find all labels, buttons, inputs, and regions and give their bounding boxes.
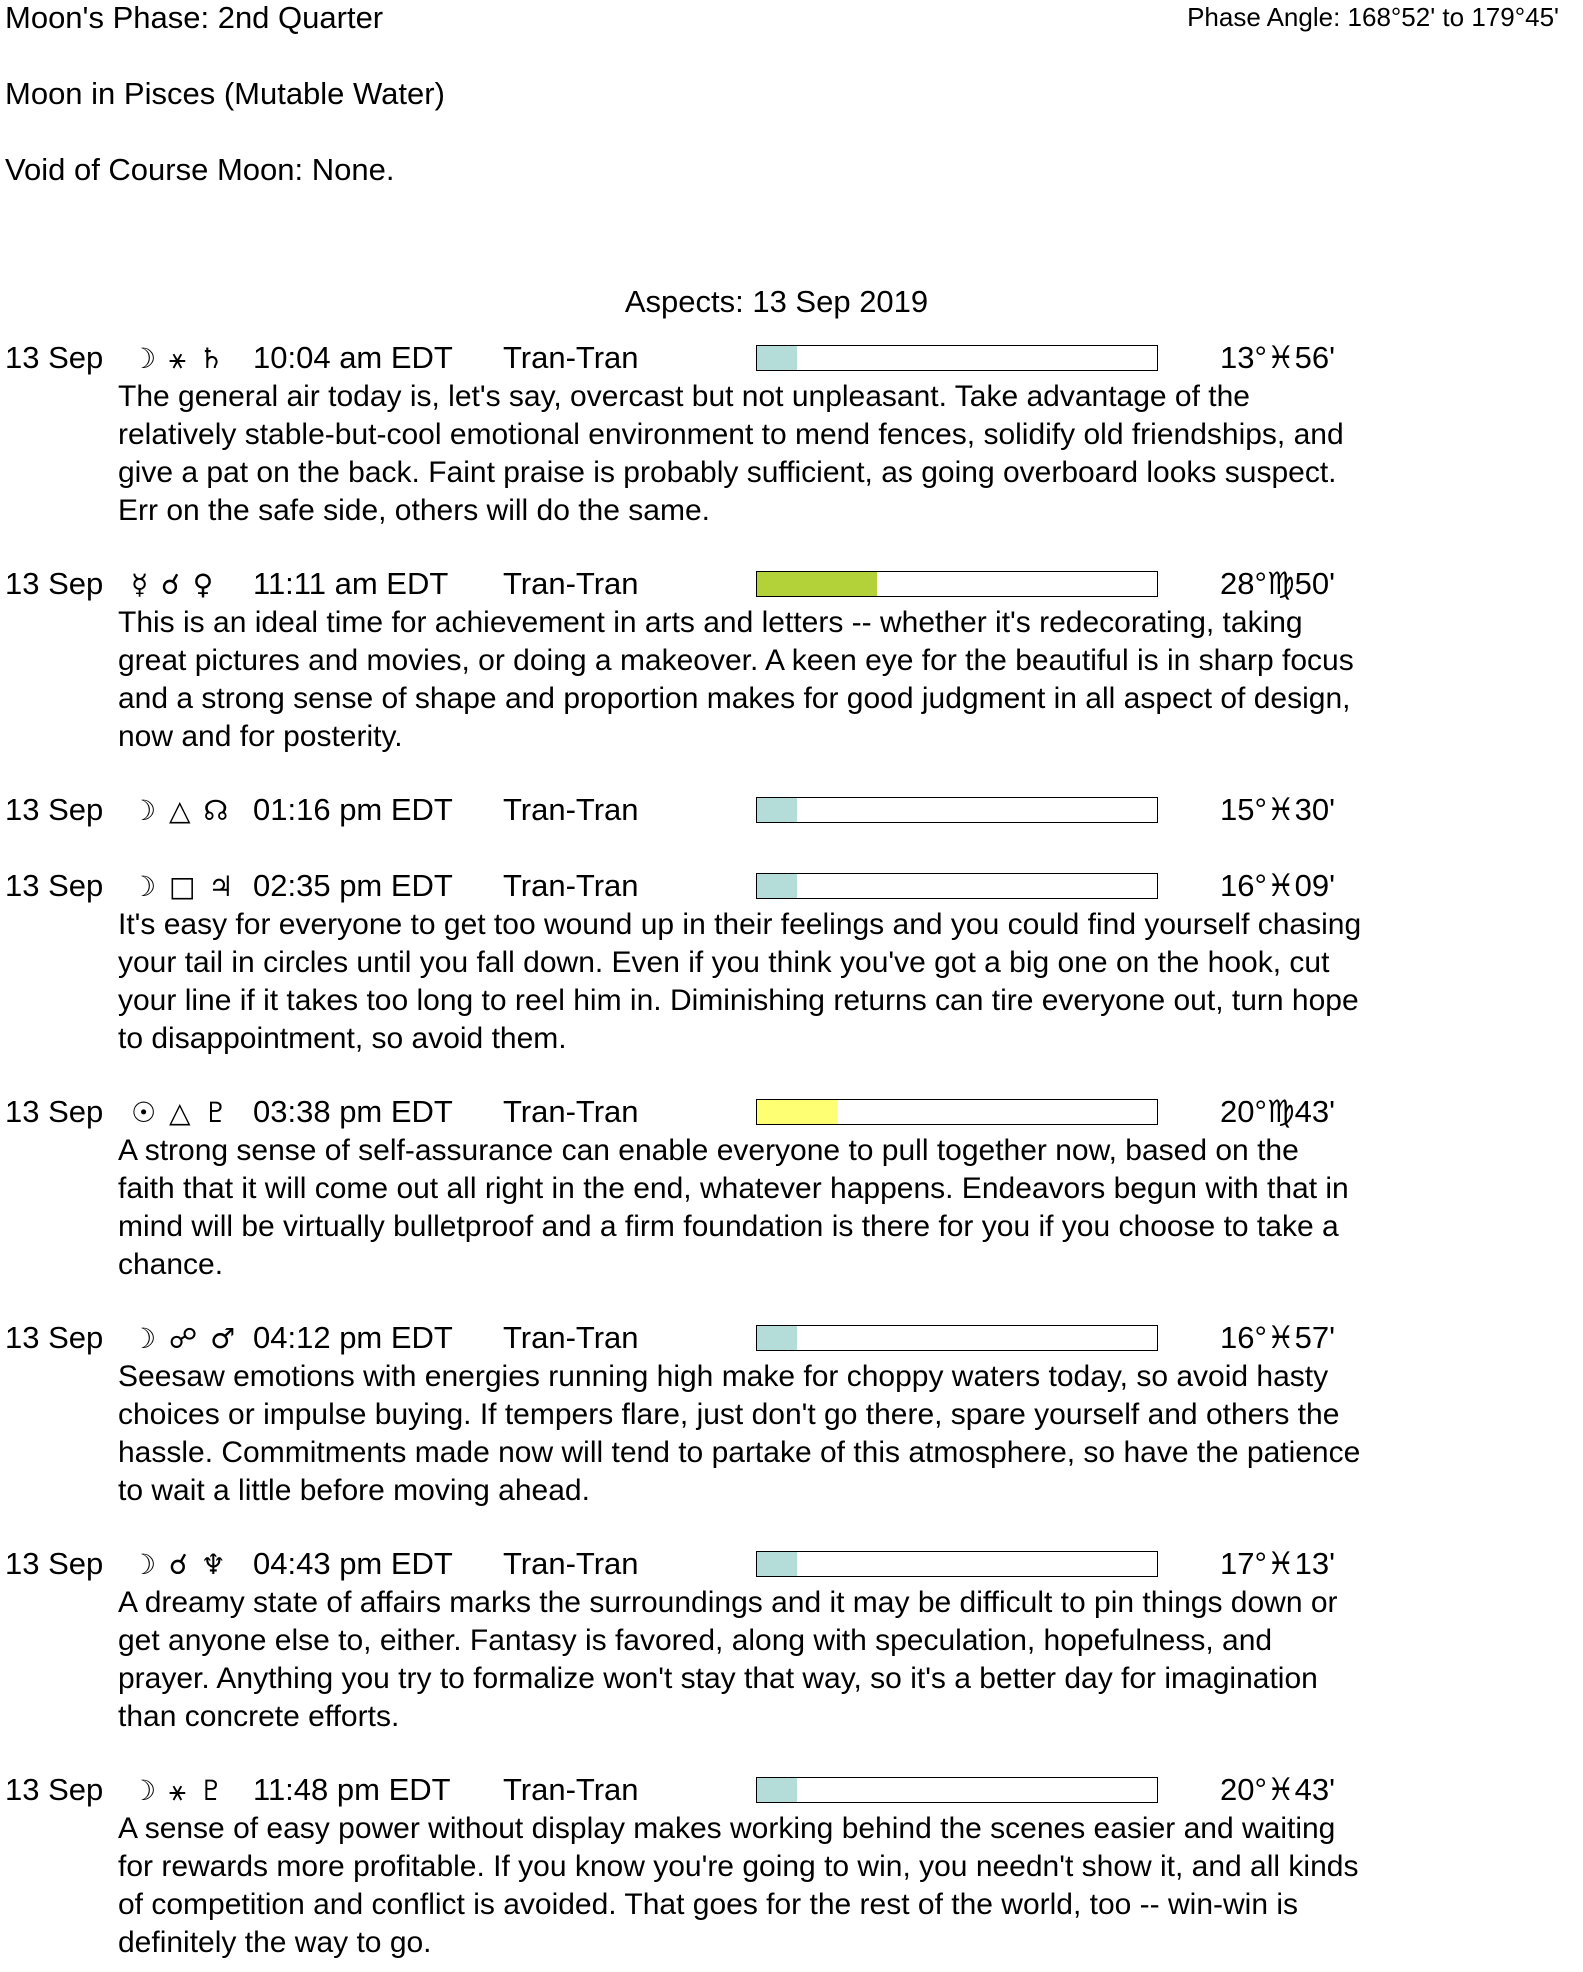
- aspect-description: The general air today is, let's say, overcast but not unpleasant. Take advantage of the relatively stable-but-cool emotional environment to mend fences, solidify old friendships, and give a pat on the back. Faint praise is probably sufficient, as going overboard looks suspect. Err on the safe side, others will do the same.: [118, 380, 1344, 527]
- aspect-kind: Tran-Tran: [503, 566, 639, 601]
- aspect-time: 10:04 am EDT: [253, 340, 453, 375]
- aspect-description: Seesaw emotions with energies running high make for choppy waters today, so avoid hasty choices or impulse buying. If tempers flare, just don't go there, spare yourself and others the hassle. Commitments made now will tend to partake of this atmosphere, so have the patience to wait a little before moving ahead.: [118, 1360, 1361, 1507]
- aspect-entry: [0, 1094, 1583, 1284]
- aspect-glyphs: ☽ □ ♃: [131, 870, 236, 903]
- aspect-glyphs: ☉ △ ♇: [131, 1096, 231, 1129]
- aspect-header: [0, 1320, 1583, 1358]
- aspect-header: [0, 1094, 1583, 1132]
- strength-bar-fill: [757, 1778, 797, 1802]
- aspect-kind: Tran-Tran: [503, 1546, 639, 1581]
- aspect-header: [0, 340, 1583, 378]
- aspect-degree: 16°♓57': [1220, 1320, 1336, 1355]
- strength-bar: [756, 1777, 1158, 1803]
- aspect-date: 13 Sep: [5, 566, 104, 601]
- aspect-glyphs: ☽ ⚹ ♇: [131, 1774, 226, 1807]
- aspect-time: 04:43 pm EDT: [253, 1546, 453, 1581]
- strength-bar-fill: [757, 572, 877, 596]
- aspect-glyphs: ☽ △ ☊: [131, 794, 231, 827]
- aspect-time: 03:38 pm EDT: [253, 1094, 453, 1129]
- strength-bar: [756, 1325, 1158, 1351]
- moon-sign-line: Moon in Pisces (Mutable Water): [5, 76, 445, 111]
- aspect-header: [0, 1772, 1583, 1810]
- aspect-header: [0, 792, 1583, 830]
- aspect-entry: [0, 1546, 1583, 1736]
- aspect-description: It's easy for everyone to get too wound up in their feelings and you could find yourself chasing your tail in circles until you fall down. Even if you think you've got a big one on the hook, cut your line if it takes too long to reel him in. Diminishing returns can tire everyone out, turn hope to disappointment, so avoid them.: [118, 908, 1362, 1055]
- aspect-degree: 28°♍50': [1220, 566, 1336, 601]
- strength-bar-fill: [757, 1326, 797, 1350]
- aspect-entry: [0, 1320, 1583, 1510]
- aspect-degree: 15°♓30': [1220, 792, 1336, 827]
- aspect-entry: [0, 340, 1583, 530]
- aspect-glyphs: ☽ ☌ ♆: [131, 1548, 228, 1581]
- aspects-title: Aspects: 13 Sep 2019: [624, 284, 929, 319]
- aspect-description: A sense of easy power without display makes working behind the scenes easier and waiting for rewards more profitable. If you know you're going to win, you needn't show it, and all kinds of competition and conflict is avoided. That goes for the rest of the world, too -- win-win is definitely the way to go.: [118, 1812, 1359, 1959]
- strength-bar: [756, 1099, 1158, 1125]
- aspect-date: 13 Sep: [5, 340, 104, 375]
- aspect-date: 13 Sep: [5, 792, 104, 827]
- aspect-degree: 17°♓13': [1220, 1546, 1336, 1581]
- aspect-kind: Tran-Tran: [503, 868, 639, 903]
- aspect-date: 13 Sep: [5, 1094, 104, 1129]
- aspect-degree: 20°♓43': [1220, 1772, 1336, 1807]
- aspect-header: [0, 1546, 1583, 1584]
- aspect-kind: Tran-Tran: [503, 340, 639, 375]
- aspect-kind: Tran-Tran: [503, 1320, 639, 1355]
- aspect-degree: 16°♓09': [1220, 868, 1336, 903]
- aspect-date: 13 Sep: [5, 868, 104, 903]
- strength-bar: [756, 571, 1158, 597]
- aspect-description: A strong sense of self-assurance can enable everyone to pull together now, based on the faith that it will come out all right in the end, whatever happens. Endeavors begun with that in mind will be virtually bulletproof and a firm foundation is there for you if you choose to take a chance.: [118, 1134, 1349, 1281]
- aspect-header: [0, 566, 1583, 604]
- strength-bar: [756, 345, 1158, 371]
- aspect-entry: [0, 792, 1583, 830]
- aspect-kind: Tran-Tran: [503, 1772, 639, 1807]
- strength-bar-fill: [757, 346, 797, 370]
- aspect-description: A dreamy state of affairs marks the surroundings and it may be difficult to pin things down or get anyone else to, either. Fantasy is favored, along with speculation, hopefulness, and prayer. Anything you try to formalize won't stay that way, so it's a better day for imagination than concrete efforts.: [118, 1586, 1338, 1733]
- strength-bar-fill: [757, 1100, 837, 1124]
- aspect-degree: 20°♍43': [1220, 1094, 1336, 1129]
- aspect-entry: [0, 1772, 1583, 1962]
- strength-bar: [756, 1551, 1158, 1577]
- aspect-description: This is an ideal time for achievement in arts and letters -- whether it's redecorating, taking great pictures and movies, or doing a makeover. A keen eye for the beautiful is in sharp focus and a strong sense of shape and proportion makes for good judgment in all aspect of design, now and for posterity.: [118, 606, 1354, 753]
- aspect-header: [0, 868, 1583, 906]
- moon-phase-line: Moon's Phase: 2nd Quarter: [5, 0, 384, 35]
- strength-bar: [756, 873, 1158, 899]
- aspect-kind: Tran-Tran: [503, 1094, 639, 1129]
- aspect-glyphs: ☽ ⚹ ♄: [131, 342, 226, 375]
- aspect-date: 13 Sep: [5, 1546, 104, 1581]
- aspect-date: 13 Sep: [5, 1320, 104, 1355]
- aspect-time: 02:35 pm EDT: [253, 868, 453, 903]
- strength-bar-fill: [757, 874, 797, 898]
- phase-angle: Phase Angle: 168°52' to 179°45': [1187, 2, 1559, 32]
- aspect-kind: Tran-Tran: [503, 792, 639, 827]
- aspect-glyphs: ☽ ☍ ♂: [131, 1322, 238, 1355]
- aspect-time: 11:11 am EDT: [253, 566, 449, 601]
- aspect-entry: [0, 566, 1583, 756]
- aspect-degree: 13°♓56': [1220, 340, 1336, 375]
- strength-bar: [756, 797, 1158, 823]
- aspect-date: 13 Sep: [5, 1772, 104, 1807]
- aspect-time: 11:48 pm EDT: [253, 1772, 451, 1807]
- aspect-time: 04:12 pm EDT: [253, 1320, 453, 1355]
- aspect-glyphs: ☿ ☌ ♀: [131, 568, 216, 601]
- void-of-course-line: Void of Course Moon: None.: [5, 152, 395, 187]
- aspect-time: 01:16 pm EDT: [253, 792, 453, 827]
- strength-bar-fill: [757, 798, 797, 822]
- aspect-entry: [0, 868, 1583, 1058]
- strength-bar-fill: [757, 1552, 797, 1576]
